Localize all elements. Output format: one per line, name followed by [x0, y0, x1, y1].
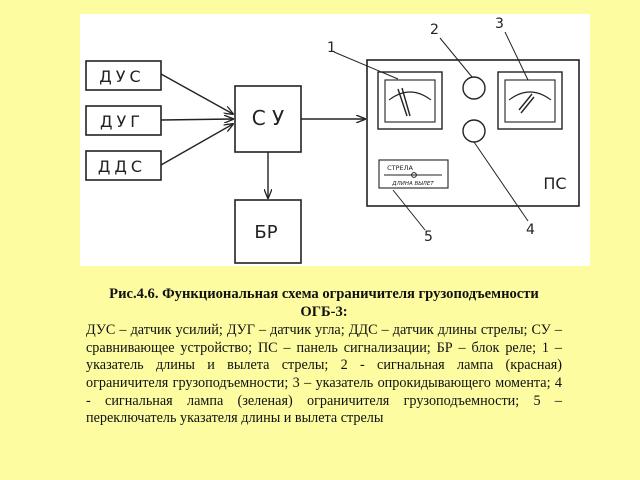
callout-leaders — [334, 32, 528, 230]
diagram-panel — [80, 14, 590, 266]
br-label: БР — [254, 222, 278, 243]
functional-diagram — [80, 14, 590, 266]
switch-label-top: СТРЕЛА — [387, 164, 413, 172]
callout-5: 5 — [424, 229, 433, 245]
length-reach-indicator — [378, 72, 442, 129]
callout-3: 3 — [495, 16, 504, 32]
dds-label: ДДС — [97, 157, 147, 176]
callout-1: 1 — [327, 40, 336, 56]
red-lamp-icon — [463, 77, 485, 99]
su-label: С У — [251, 106, 285, 130]
signal-arrows — [161, 74, 365, 198]
callout-4: 4 — [526, 222, 535, 238]
length-reach-switch — [379, 160, 448, 188]
callout-2: 2 — [430, 22, 439, 38]
dug-block — [86, 106, 161, 135]
caption-body: ДУС – датчик усилий; ДУГ – датчик угла; ДДС – датчик длины стрелы; СУ – сравнивающее устройство; ПС – панель сигнализации; БР – блок реле; 1 – указатель длины и вылета стрелы; 2 - сигнальная лампа (красная) ограничителя грузоподъемности; 3 – указатель опрокидывающего момента; 4 - сигнальная лампа (зеленая) ограничителя грузоподъемности; 5 – переключатель указателя длины и вылета стрелы — [86, 322, 562, 427]
figure-caption — [86, 286, 562, 428]
ps-label: ПС — [543, 174, 567, 193]
dug-label: ДУГ — [99, 112, 145, 131]
dds-block — [86, 151, 161, 180]
switch-label-bottom: ДЛИНА ВЫЛЕТ — [392, 181, 434, 187]
su-block — [235, 86, 301, 152]
caption-title: Рис.4.6. Функциональная схема ограничителя грузоподъемности ОГБ-3: — [109, 286, 539, 320]
arrow-dds-su — [161, 124, 233, 165]
dus-block — [86, 61, 161, 90]
arrow-dus-su — [161, 74, 233, 114]
ps-panel — [367, 60, 579, 206]
green-lamp-icon — [463, 120, 485, 142]
arrow-dug-su — [161, 119, 233, 120]
dus-label: ДУС — [99, 67, 145, 86]
overturning-moment-indicator — [498, 72, 562, 129]
br-block — [235, 200, 301, 263]
